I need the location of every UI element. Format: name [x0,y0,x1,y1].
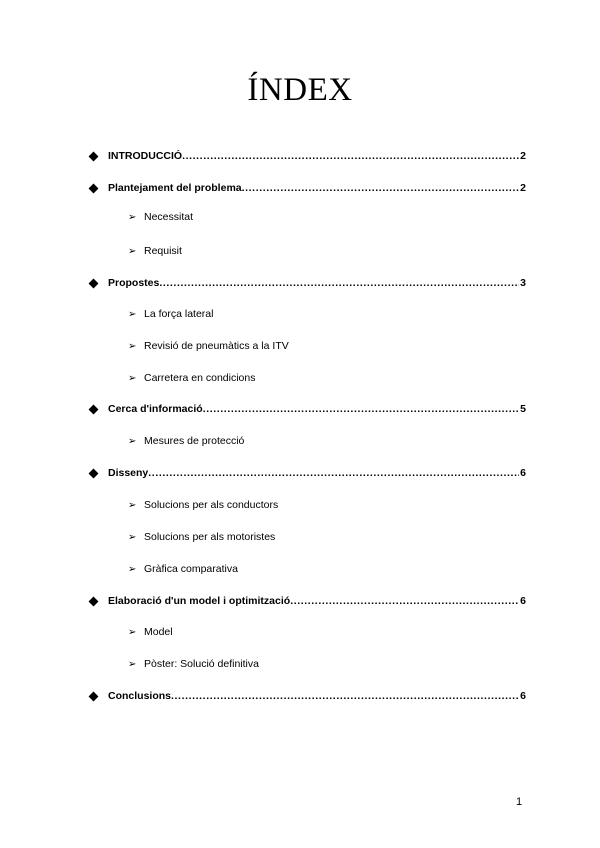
arrow-bullet-icon: ➢ [128,500,137,511]
toc-entry-cerca-informacio[interactable] [108,403,526,415]
arrow-bullet-icon: ➢ [128,436,137,447]
toc-entry-elaboracio-model[interactable] [108,595,526,607]
toc-subentry-label: Gràfica comparativa [144,563,238,575]
arrow-bullet-icon: ➢ [128,659,137,670]
toc-subentry-requisit[interactable] [128,245,182,257]
toc-subentry-mesures-proteccio[interactable] [128,435,244,447]
toc-dot-leader [242,182,520,194]
toc-entry-label: INTRODUCCIÓ [108,150,183,162]
diamond-bullet-icon [89,405,99,415]
toc-subentry-model[interactable] [128,626,173,638]
toc-dot-leader [203,403,519,415]
toc-entry-page: 2 [520,150,526,162]
toc-entry-conclusions[interactable] [108,690,526,702]
toc-subentry-label: Solucions per als motoristes [144,531,276,543]
toc-subentry-label: La força lateral [144,308,214,320]
toc-entry-disseny[interactable] [108,467,526,479]
arrow-bullet-icon: ➢ [128,246,137,257]
toc-dot-leader [159,277,519,289]
toc-entry-label: Disseny [108,467,149,479]
toc-subentry-revisio-pneumatics[interactable] [128,340,289,352]
diamond-bullet-icon [89,152,99,162]
toc-subentry-solucions-conductors[interactable] [128,499,278,511]
arrow-bullet-icon: ➢ [128,627,137,638]
toc-dot-leader [290,595,519,607]
toc-entry-page: 6 [520,690,526,702]
toc-entry-label: Conclusions [108,690,172,702]
toc-subentry-grafica-comparativa[interactable] [128,563,238,575]
arrow-bullet-icon: ➢ [128,341,137,352]
diamond-bullet-icon [89,597,99,607]
toc-dot-leader [182,150,519,162]
arrow-bullet-icon: ➢ [128,532,137,543]
diamond-bullet-icon [89,184,99,194]
diamond-bullet-icon [89,279,99,289]
toc-entry-page: 5 [520,403,526,415]
arrow-bullet-icon: ➢ [128,373,137,384]
toc-subentry-solucions-motoristes[interactable] [128,531,275,543]
toc-subentry-label: Revisió de pneumàtics a la ITV [144,340,289,352]
toc-subentry-label: Carretera en condicions [144,372,256,384]
page-title: ÍNDEX [247,72,353,108]
toc-entry-propostes[interactable] [108,277,526,289]
toc-subentry-label: Necessitat [144,211,194,223]
toc-subentry-label: Solucions per als conductors [144,499,279,511]
toc-entry-label: Plantejament del problema [108,182,242,194]
toc-dot-leader [148,467,519,479]
toc-subentry-forca-lateral[interactable] [128,308,213,320]
arrow-bullet-icon: ➢ [128,309,137,320]
toc-subentry-necessitat[interactable] [128,211,193,223]
toc-entry-page: 2 [520,182,526,194]
toc-entry-plantejament[interactable] [108,182,526,194]
toc-entry-page: 3 [520,277,526,289]
page-number: 1 [516,796,523,808]
diamond-bullet-icon [89,469,99,479]
toc-subentry-poster[interactable] [128,658,259,670]
arrow-bullet-icon: ➢ [128,564,137,575]
toc-entry-page: 6 [520,595,526,607]
toc-subentry-label: Requisit [144,245,182,257]
toc-entry-introduccio[interactable] [108,150,526,162]
toc-subentry-label: Model [144,626,173,638]
toc-entry-page: 6 [520,467,526,479]
toc-subentry-label: Mesures de protecció [144,435,245,447]
arrow-bullet-icon: ➢ [128,212,137,223]
diamond-bullet-icon [89,692,99,702]
toc-entry-label: Propostes [108,277,160,289]
toc-subentry-label: Pòster: Solució definitiva [144,658,259,670]
toc-dot-leader [171,690,519,702]
toc-entry-label: Cerca d'informació [108,403,203,415]
toc-subentry-carretera[interactable] [128,372,255,384]
toc-entry-label: Elaboració d'un model i optimització [108,595,291,607]
